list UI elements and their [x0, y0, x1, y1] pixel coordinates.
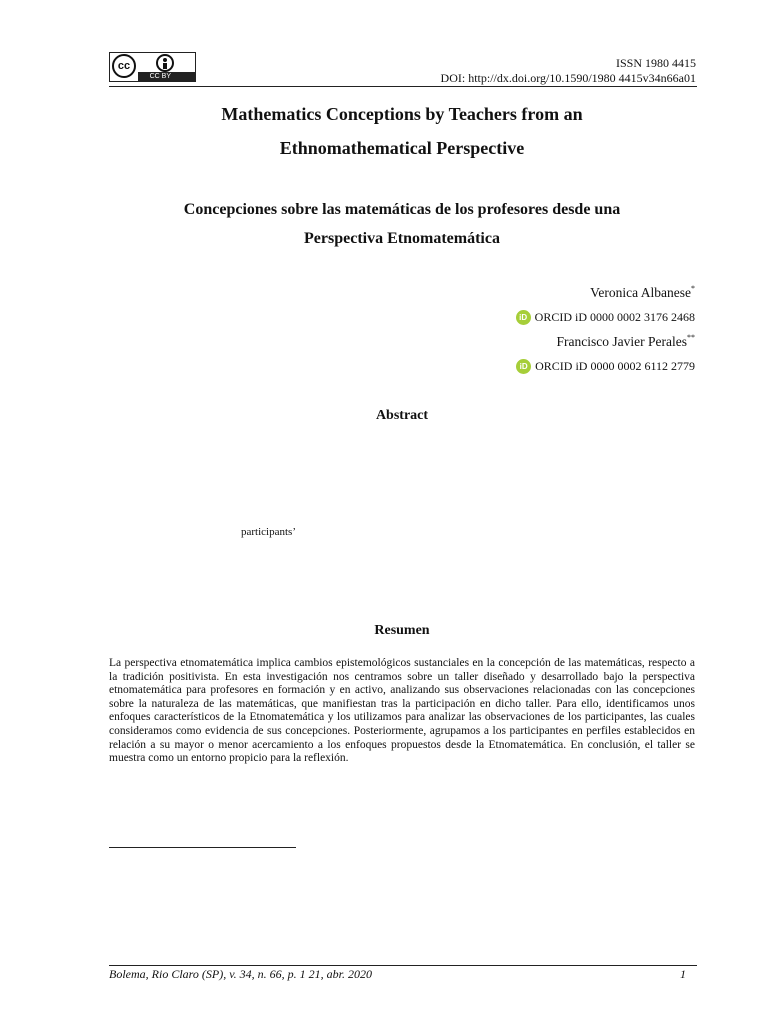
abstract-heading: Abstract	[375, 408, 429, 423]
author-1-orcid[interactable]	[516, 310, 695, 325]
author-1	[590, 284, 695, 301]
orcid-icon: iD	[516, 359, 531, 374]
license-badge-label: CC BY	[149, 73, 171, 80]
title-line-2: Ethnomathematical Perspective	[279, 138, 525, 158]
subtitle-line-2: Perspectiva Etnomatemática	[304, 230, 500, 247]
author-2-orcid[interactable]	[516, 359, 695, 374]
author-1-mark: *	[691, 284, 695, 293]
orcid-icon: iD	[516, 310, 531, 325]
cc-license-badge	[109, 52, 196, 82]
resumen-body: La perspectiva etnomatemática implica cambios epistemológicos sustanciales en la concepción de las matemáticas, respecto a la tradición positivista. En esta investigación nos centramos sobre un taller diseñado y desarrollado bajo la perspectiva etnomatemática para profesores en formación y en activo, analizando sus observaciones relacionadas con las concepciones sobre la naturaleza de las matemáticas, que manifiestan tras la participación en dicho taller. Para ello, identificamos unos enfoques característicos de la Etnomatemática y los utilizamos para analizar las observaciones de los participantes, las cuales consideramos como evidencia de sus concepciones. Posteriormente, agrupamos a los participantes en perfiles establecidos en relación a su mayor o menor acercamiento a los enfoques propuestos desde la Etnomatemática. En conclusión, el taller se muestra como un entorno propicio para la reflexión.	[109, 657, 695, 765]
author-1-name: Veronica Albanese	[590, 285, 691, 300]
resumen-heading: Resumen	[374, 623, 430, 638]
header-rule	[109, 86, 697, 87]
abstract-fragment: participants’	[241, 526, 296, 538]
author-2-mark: **	[687, 333, 695, 342]
attribution-icon	[156, 54, 174, 72]
footer-citation: Bolema, Rio Claro (SP), v. 34, n. 66, p. 1 21, abr. 2020	[109, 967, 372, 981]
footnote-rule	[109, 847, 296, 848]
author-2-name: Francisco Javier Perales	[556, 334, 687, 349]
subtitle-line-1: Concepciones sobre las matemáticas de los profesores desde una	[183, 201, 621, 218]
footer-rule	[109, 965, 697, 966]
issn: ISSN 1980 4415	[615, 56, 696, 70]
doi-link[interactable]: DOI: http://dx.doi.org/10.1590/1980 4415v34n66a01	[440, 71, 696, 85]
cc-icon: cc	[112, 54, 136, 78]
title-line-1: Mathematics Conceptions by Teachers from an	[221, 104, 583, 124]
page-number: 1	[680, 967, 686, 981]
author-2-orcid-text[interactable]: ORCID iD 0000 0002 6112 2779	[535, 359, 695, 373]
author-1-orcid-text[interactable]: ORCID iD 0000 0002 3176 2468	[534, 310, 695, 324]
author-2	[557, 333, 695, 350]
